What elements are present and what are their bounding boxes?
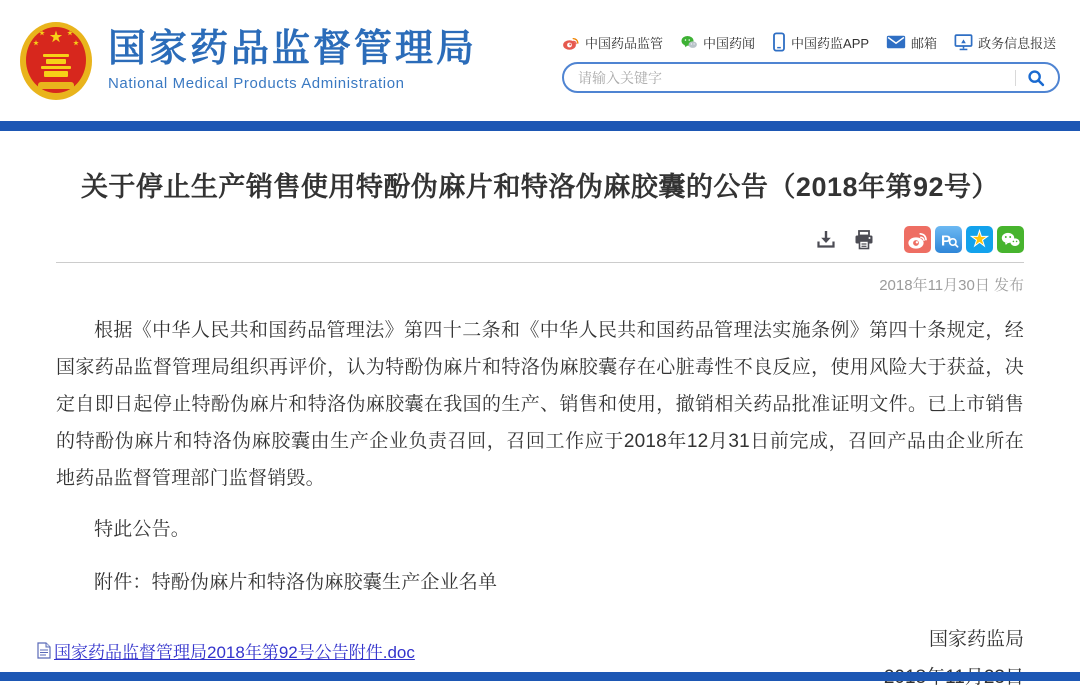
share-qzone-icon xyxy=(966,226,993,253)
download-icon xyxy=(814,228,838,252)
download-button[interactable] xyxy=(814,228,838,252)
announcement-body: 根据《中华人民共和国药品管理法》第四十二条和《中华人民共和国药品管理法实施条例》第四十条规定，经国家药品监督管理局组织再评价，认为特酚伪麻片和特洛伪麻胶囊存在心脏毒性不良反应，使用风险大于获益，决定自即日起停止特酚伪麻片和特洛伪麻胶囊在我国的生产、销售和使用，撤销相关药品批准证明文件。已上市销售的特酚伪麻片和特洛伪麻胶囊由生产企业负责召回，召回工作应于2018年12月31日前完成，召回产品由企业所在地药品监督管理部门监督销毁。 xyxy=(56,320,1024,489)
site-title-en: National Medical Products Administration xyxy=(108,75,405,92)
quick-link-label: 邮箱 xyxy=(911,35,938,51)
quick-link-report[interactable] xyxy=(954,33,1056,52)
share-qzone-button[interactable] xyxy=(966,226,993,253)
share-baidu-button[interactable] xyxy=(935,226,962,253)
footer-bar xyxy=(0,672,1080,681)
site-header xyxy=(0,0,1080,121)
weibo-icon xyxy=(562,33,580,51)
search-button[interactable] xyxy=(1026,68,1046,88)
share-wechat-button[interactable] xyxy=(997,226,1024,253)
doc-file-icon xyxy=(36,642,52,659)
quick-link-app[interactable] xyxy=(772,32,869,52)
print-button[interactable] xyxy=(852,228,876,252)
brand xyxy=(108,20,477,92)
site-title-zh: 国家药品监督管理局 xyxy=(108,28,478,70)
share-weibo-icon xyxy=(904,226,931,253)
mobile-app-icon xyxy=(772,32,786,52)
svg-text:P: P xyxy=(941,232,952,250)
quick-link-mail[interactable] xyxy=(886,33,937,52)
article-toolbar xyxy=(56,226,1024,253)
share-wechat-icon xyxy=(997,226,1024,253)
wechat-icon xyxy=(680,33,698,51)
announcement-closing: 特此公告。 xyxy=(94,519,191,540)
search-divider xyxy=(1015,70,1016,86)
mail-icon xyxy=(886,34,906,50)
search-input[interactable] xyxy=(578,70,1005,86)
quick-links xyxy=(562,32,1060,52)
quick-link-label: 中国药闻 xyxy=(703,35,756,51)
attachment-row xyxy=(36,638,415,663)
monitor-icon xyxy=(954,34,973,51)
attachment-doc-link[interactable]: 国家药品监督管理局2018年第92号公告附件.doc xyxy=(54,643,415,662)
share-weibo-button[interactable] xyxy=(904,226,931,253)
print-icon xyxy=(852,228,876,252)
quick-link-label: 中国药品监管 xyxy=(585,35,664,51)
national-emblem-logo xyxy=(18,20,94,102)
quick-link-weibo[interactable] xyxy=(562,33,663,52)
search-icon xyxy=(1026,68,1046,88)
header-right xyxy=(562,20,1060,93)
share-baidu-icon xyxy=(935,226,962,253)
page-title: 关于停止生产销售使用特酚伪麻片和特洛伪麻胶囊的公告（2018年第92号） xyxy=(80,172,1000,202)
quick-link-wechat[interactable] xyxy=(680,33,755,52)
quick-link-label: 政务信息报送 xyxy=(978,35,1057,51)
signer-name: 国家药监局 xyxy=(928,629,1024,650)
title-separator xyxy=(56,262,1024,263)
quick-link-label: 中国药监APP xyxy=(791,35,870,51)
announcement-article xyxy=(0,165,1080,697)
share-buttons xyxy=(900,226,1024,253)
attachment-note: 附件：特酚伪麻片和特洛伪麻胶囊生产企业名单 xyxy=(94,572,498,593)
search-bar xyxy=(562,62,1060,93)
header-divider-bar xyxy=(0,121,1080,131)
publish-date: 2018年11月30日 发布 xyxy=(879,277,1024,294)
